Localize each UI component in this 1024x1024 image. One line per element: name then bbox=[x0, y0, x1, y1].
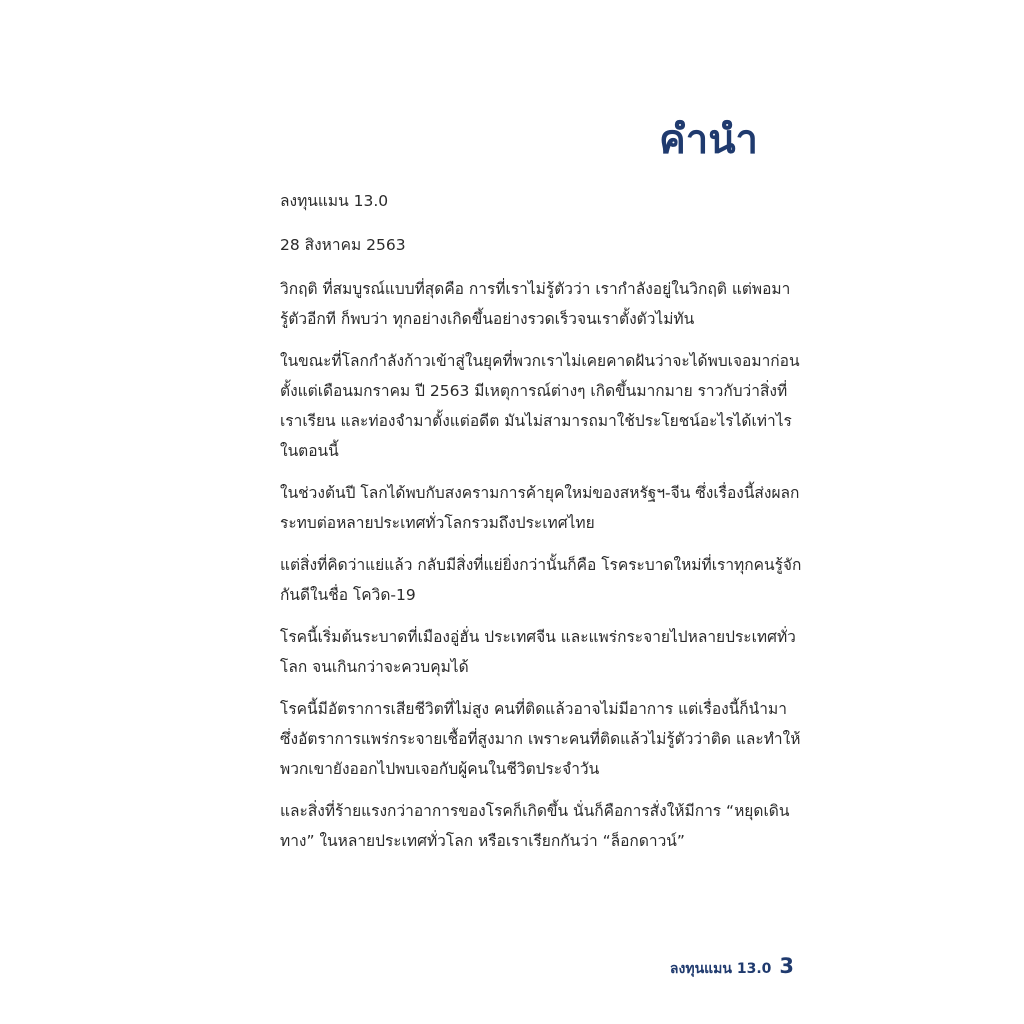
paragraph: แต่สิ่งที่คิดว่าแย่แล้ว กลับมีสิ่งที่แย่ยิ่งกว่านั้นก็คือ โรคระบาดใหม่ที่เราทุกคนรู้จักกันดีในชื่อ โควิด-19 bbox=[280, 556, 802, 604]
author-line: ลงทุนแมน 13.0 bbox=[280, 192, 389, 210]
page-number: 3 bbox=[779, 954, 794, 978]
page-body bbox=[280, 186, 802, 868]
paragraph: โรคนี้มีอัตราการเสียชีวิตที่ไม่สูง คนที่ติดแล้วอาจไม่มีอาการ แต่เรื่องนี้ก็นำมาซึ่งอัตราการแพร่กระจายเชื้อที่สูงมาก เพราะคนที่ติดแล้วไม่รู้ตัวว่าติด และทำให้พวกเขายังออกไปพบเจอกับผู้คนในชีวิตประจำวัน bbox=[280, 700, 801, 778]
paragraph: และสิ่งที่ร้ายแรงกว่าอาการของโรคก็เกิดขึ้น นั่นก็คือการสั่งให้มีการ “หยุดเดินทาง” ในหลายประเทศทั่วโลก หรือเราเรียกกันว่า “ล็อกดาวน์” bbox=[280, 802, 790, 850]
paragraph: ในช่วงต้นปี โลกได้พบกับสงครามการค้ายุคใหม่ของสหรัฐฯ-จีน ซึ่งเรื่องนี้ส่งผลกระทบต่อหลายประเทศทั่วโลกรวมถึงประเทศไทย bbox=[280, 484, 800, 532]
page-footer bbox=[670, 954, 794, 988]
paragraph: โรคนี้เริ่มต้นระบาดที่เมืองอู่ฮั่น ประเทศจีน และแพร่กระจายไปหลายประเทศทั่วโลก จนเกินกว่าจะควบคุมได้ bbox=[280, 628, 796, 676]
paragraph: ในขณะที่โลกกำลังก้าวเข้าสู่ในยุคที่พวกเราไม่เคยคาดฝันว่าจะได้พบเจอมาก่อน ตั้งแต่เดือนมกราคม ปี 2563 มีเหตุการณ์ต่างๆ เกิดขึ้นมากมาย ราวกับว่าสิ่งที่เราเรียน และท่องจำมาตั้งแต่อดีต มันไม่สามารถมาใช้ประโยชน์อะไรได้เท่าไรในตอนนี้ bbox=[280, 352, 800, 460]
footer-book-title: ลงทุนแมน 13.0 bbox=[669, 961, 772, 977]
paragraph: วิกฤติ ที่สมบูรณ์แบบที่สุดคือ การที่เราไม่รู้ตัวว่า เรากำลังอยู่ในวิกฤติ แต่พอมารู้ตัวอีกที ก็พบว่า ทุกอย่างเกิดขึ้นอย่างรวดเร็วจนเราตั้งตัวไม่ทัน bbox=[280, 280, 791, 328]
date-line: 28 สิงหาคม 2563 bbox=[280, 236, 406, 254]
page-title: คำนำ bbox=[658, 117, 758, 163]
